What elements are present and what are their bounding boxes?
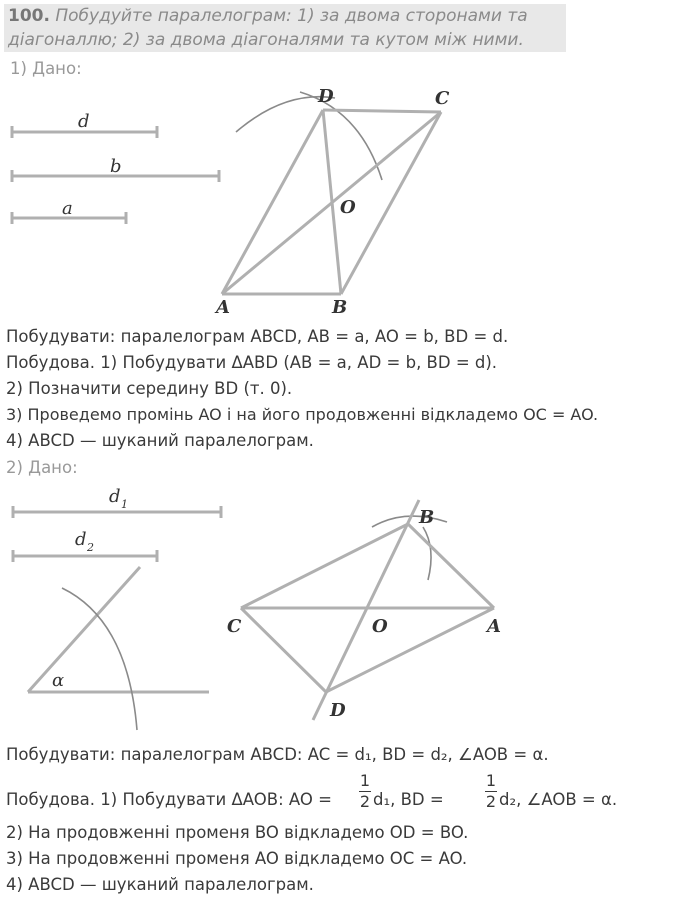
part1-parallelogram: [214, 86, 450, 318]
part2-line-2c: d₂, ∠AOB = α.: [499, 790, 618, 809]
segment-d1-label: d: [109, 486, 121, 507]
point-b2-label: B: [419, 507, 435, 528]
part2-parallelogram: [227, 500, 501, 721]
fraction-1: [359, 772, 371, 811]
part2-line-2a: Побудова. 1) Побудувати ΔAOB: AO =: [6, 790, 332, 809]
fraction-2-num: 1: [485, 771, 497, 790]
part1-given: 1) Дано:: [10, 59, 82, 78]
fraction-2-den: 2: [485, 792, 497, 811]
point-d2-label: D: [330, 700, 346, 721]
part2-given-segments: [13, 486, 221, 730]
segment-b-label: b: [110, 156, 122, 177]
task-title-2: діагоналлю; 2) за двома діагоналями та кутом між ними.: [8, 30, 524, 50]
part1-given-segments: [12, 111, 219, 224]
point-d-label: D: [318, 86, 334, 107]
segment-d-label: d: [78, 111, 90, 132]
part2-line-4: 3) На продовженні променя AO відкладемо OC = AO.: [6, 849, 468, 868]
fraction-1-den: 2: [359, 792, 371, 811]
segment-d1-subscript: 1: [121, 498, 128, 511]
fraction-2: [485, 772, 497, 811]
segment-d2-subscript: 2: [87, 541, 94, 554]
part2-line-5: 4) ABCD — шуканий паралелограм.: [6, 875, 314, 894]
segment-a-label: a: [62, 198, 73, 219]
part1-line-4: 3) Проведемо промінь AO і на його продовженні відкладемо OC = AO.: [6, 405, 599, 424]
part2-line-1: Побудувати: паралелограм ABCD: AC = d₁, BD = d₂, ∠AOB = α.: [6, 745, 549, 764]
angle-arc: [62, 588, 137, 730]
point-c-label: C: [435, 88, 450, 109]
fraction-1-num: 1: [359, 771, 371, 790]
part2-given: 2) Дано:: [6, 458, 78, 477]
point-o-label: O: [340, 197, 356, 218]
part1-line-5: 4) ABCD — шуканий паралелограм.: [6, 431, 314, 450]
point-a-label: A: [216, 297, 230, 318]
point-b-label: B: [332, 297, 348, 318]
part1-line-1: Побудувати: паралелограм ABCD, AB = a, AO = b, BD = d.: [6, 327, 509, 346]
point-o2-label: O: [372, 616, 388, 637]
part2-line-2b: d₁, BD =: [373, 790, 444, 809]
angle-alpha-label: α: [52, 670, 65, 691]
angle-side-2: [28, 567, 140, 692]
task-title-1: Побудуйте паралелограм: 1) за двома сторонами та: [55, 6, 528, 26]
segment-d2-label: d: [75, 529, 87, 550]
point-c2-label: C: [227, 616, 242, 637]
point-a2-label: A: [487, 616, 501, 637]
part1-line-2: Побудова. 1) Побудувати ΔABD (AB = a, AD = b, BD = d).: [6, 353, 498, 372]
arc-from-b: [300, 92, 382, 180]
part2-line-3: 2) На продовженні променя BO відкладемо OD = BO.: [6, 823, 469, 842]
arc-top-2: [423, 527, 431, 580]
task-number: 100.: [8, 6, 50, 26]
part1-line-3: 2) Позначити середину BD (т. 0).: [6, 379, 293, 398]
